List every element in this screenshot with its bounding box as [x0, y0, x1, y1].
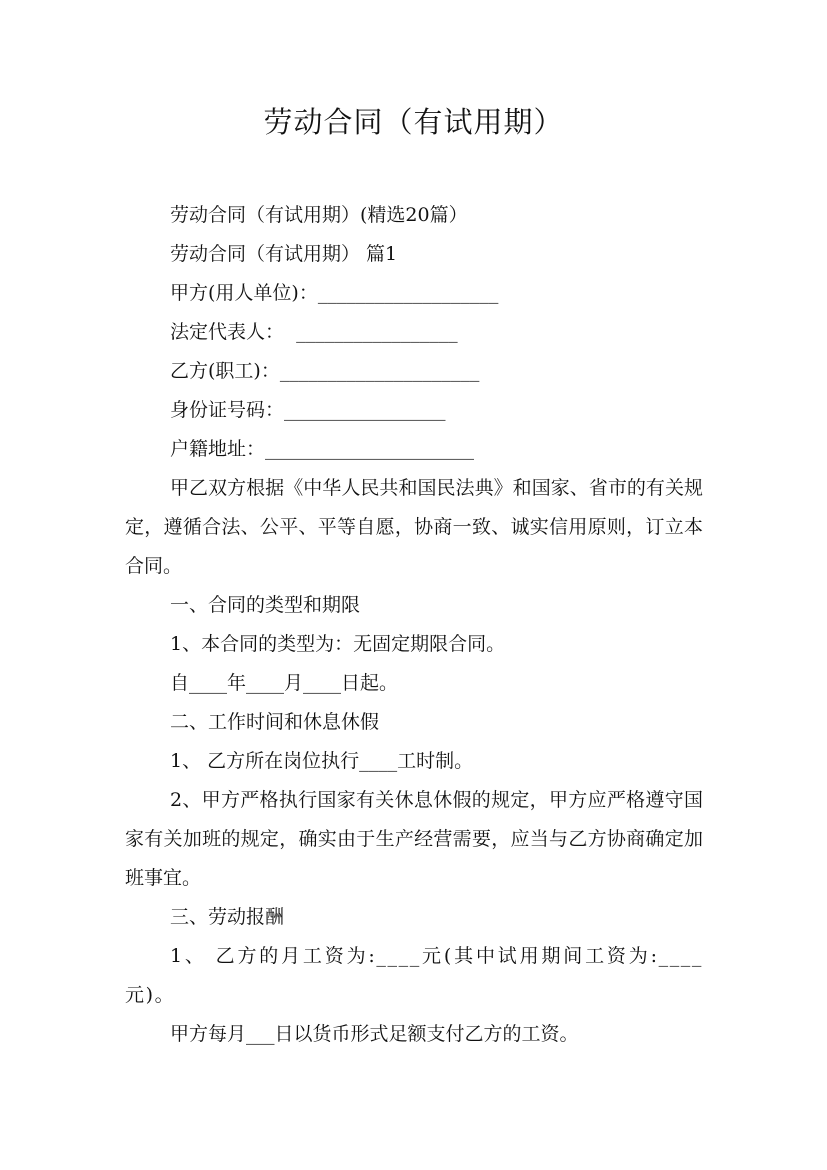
subtitle-line: 劳动合同（有试用期）(精选20篇） [170, 204, 468, 226]
clause-2-2: 2、甲方严格执行国家有关休息休假的规定，甲方应严格遵守国家有关加班的规定，确实由于生产经营需要，应当与乙方协商确定加班事宜。 [125, 789, 703, 889]
clause-1-1: 1、本合同的类型为：无固定期限合同。 [170, 633, 506, 655]
section-heading: 劳动合同（有试用期） 篇1 [170, 243, 398, 265]
preamble-paragraph: 甲乙双方根据《中华人民共和国民法典》和国家、省市的有关规定，遵循合法、公平、平等自愿，协商一致、诚实信用原则，订立本合同。 [125, 477, 703, 577]
clause-heading-2: 二、工作时间和休息休假 [170, 711, 380, 733]
clause-2-1: 1、 乙方所在岗位执行____工时制。 [170, 750, 474, 772]
document-title: 劳动合同（有试用期） [263, 105, 564, 139]
document-body [125, 196, 703, 1054]
party-a-field: 甲方(用人单位)：___________________ [170, 282, 499, 304]
clause-3-1: 1、 乙方的月工资为:____元(其中试用期间工资为:____元)。 [125, 945, 703, 1006]
start-date-line: 自____年____月____日起。 [170, 672, 399, 694]
clause-heading-1: 一、合同的类型和期限 [170, 594, 361, 616]
id-number-field: 身份证号码：_________________ [170, 399, 446, 421]
clause-heading-3: 三、劳动报酬 [170, 906, 285, 928]
household-address-field: 户籍地址：______________________ [170, 438, 475, 460]
party-b-field: 乙方(职工)：_____________________ [170, 360, 480, 382]
clause-3-2: 甲方每月___日以货币形式足额支付乙方的工资。 [170, 1023, 579, 1045]
legal-representative-field: 法定代表人： _________________ [170, 321, 458, 343]
